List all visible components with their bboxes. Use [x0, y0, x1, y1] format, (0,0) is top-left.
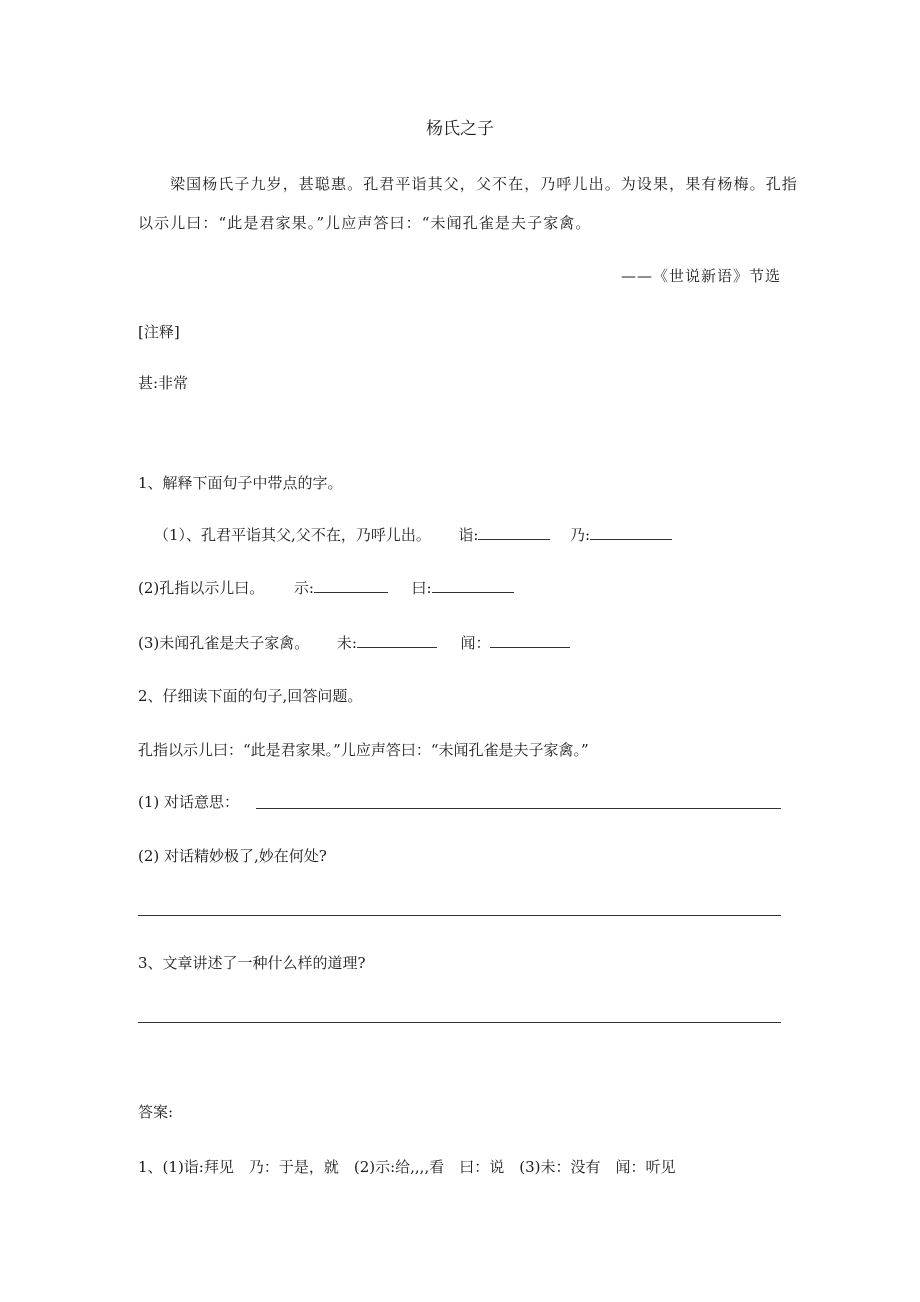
answer-line[interactable] [138, 1022, 781, 1023]
q2-sub-1: (1) 对话意思： [138, 793, 240, 811]
answer-blank[interactable] [490, 633, 570, 648]
q1-item-3-label-a: 未: [336, 634, 357, 652]
q1-item-3 [138, 633, 570, 653]
answers-line-1: 1、(1)诣:拜见 乃：于是，就 (2)示:给,,,,看 曰：说 (3)未：没有 闻：听见 [138, 1158, 676, 1176]
answer-blank[interactable] [357, 633, 437, 648]
q1-item-3-label-b: 闻： [460, 634, 491, 652]
answer-blank[interactable] [478, 525, 550, 540]
q1-item-2-text: (2)孔指以示儿曰。 [138, 579, 265, 597]
answer-blank[interactable] [432, 578, 514, 593]
notes-item: 甚:非常 [138, 374, 189, 392]
q1-item-2-label-b: 曰: [411, 579, 432, 597]
notes-header: [注释] [138, 323, 180, 341]
q2-sub-2: (2) 对话精妙极了,妙在何处? [138, 847, 327, 865]
passage-line-2: 以示儿曰：“此是君家果。”儿应声答曰：“未闻孔雀是夫子家禽。 [138, 214, 592, 232]
q1-item-3-text: (3)未闻孔雀是夫子家禽。 [138, 634, 310, 652]
answer-line[interactable] [138, 915, 781, 916]
q1-prompt: 1、解释下面句子中带点的字。 [138, 474, 343, 492]
q1-item-1-text: （1）、孔君平诣其父,父不在，乃呼儿出。 [154, 526, 431, 544]
passage-line-1: 梁国杨氏子九岁，甚聪惠。孔君平诣其父，父不在，乃呼儿出。为设果，果有杨梅。孔指 [170, 175, 798, 193]
passage-source: ——《世说新语》节选 [620, 267, 781, 285]
q2-quote: 孔指以示儿曰：“此是君家果。”儿应声答曰：“未闻孔雀是夫子家禽。” [138, 741, 589, 759]
q1-item-2-label-a: 示: [293, 579, 314, 597]
answer-blank[interactable] [314, 578, 388, 593]
q1-item-1-label-a: 诣: [458, 526, 479, 544]
answer-line[interactable] [256, 808, 781, 809]
q3-prompt: 3、文章讲述了一种什么样的道理? [138, 954, 366, 972]
answers-header: 答案: [138, 1103, 174, 1121]
page-title: 杨氏之子 [426, 119, 494, 139]
q1-item-2 [138, 578, 514, 598]
q1-item-1-label-b: 乃: [570, 526, 591, 544]
q2-prompt: 2、仔细读下面的句子,回答问题。 [138, 687, 363, 705]
answer-blank[interactable] [590, 525, 672, 540]
q1-item-1 [154, 525, 672, 545]
